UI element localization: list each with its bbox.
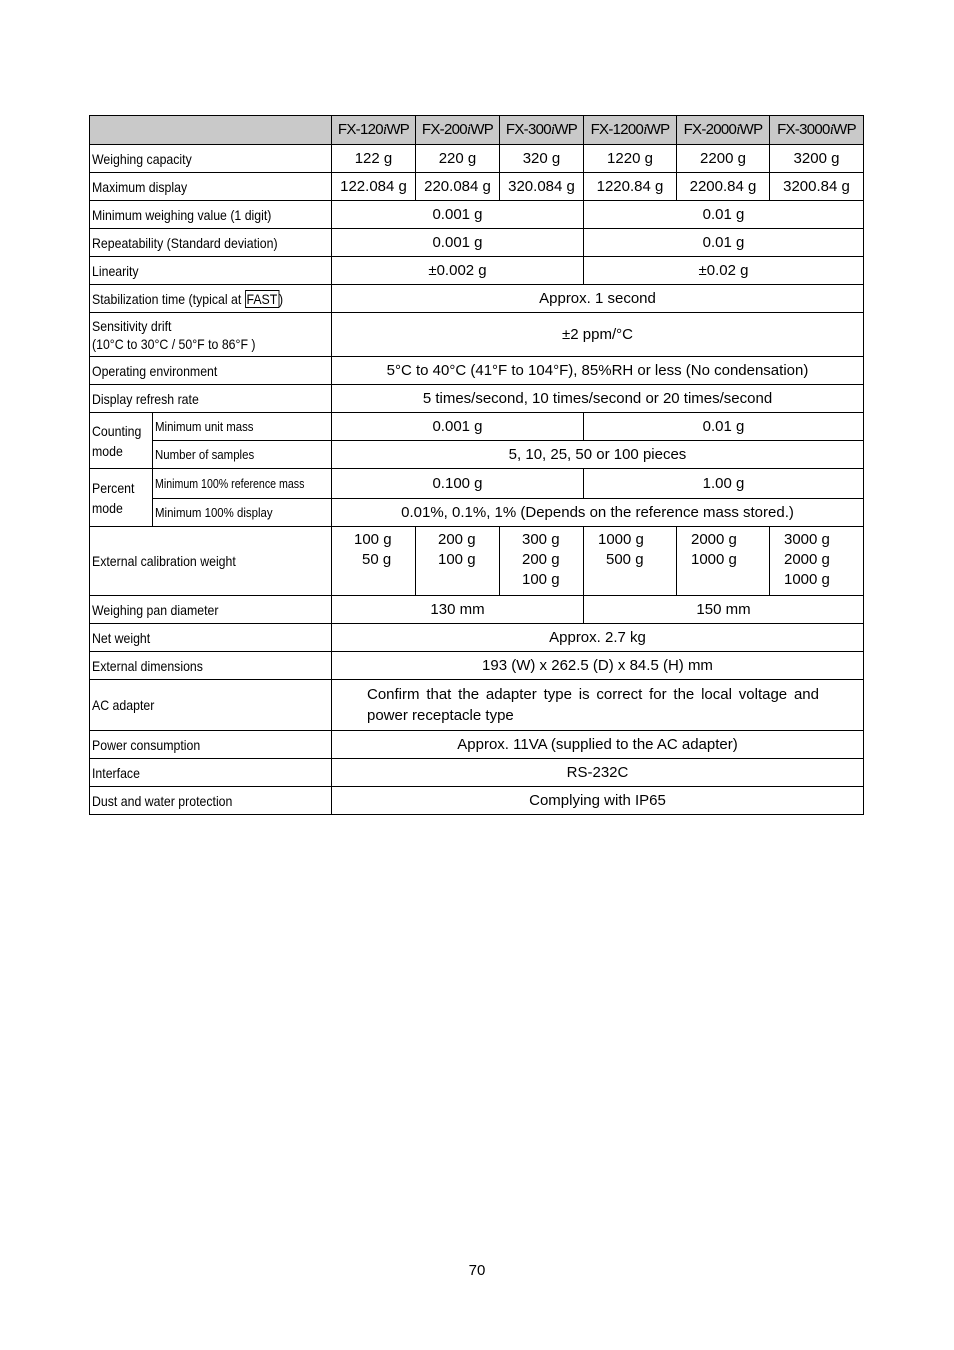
minimum-weighing-row (90, 201, 864, 229)
specifications-table (89, 115, 864, 815)
value-cell: 0.100 g (332, 469, 584, 499)
row-label: Operating environment (92, 362, 218, 379)
refresh-rate-row (90, 385, 864, 413)
row-label: Maximum display (92, 178, 188, 195)
row-label: Dust and water protection (92, 792, 233, 809)
value-cell: 5°C to 40°C (41°F to 104°F), 85%RH or less (No condensation) (332, 357, 864, 385)
row-label: Minimum 100% display (155, 505, 273, 520)
maximum-display-row (90, 173, 864, 201)
stabilization-row (90, 285, 864, 313)
linearity-row (90, 257, 864, 285)
value-cell: 193 (W) x 262.5 (D) x 84.5 (H) mm (332, 652, 864, 680)
row-label: Minimum 100% reference mass (155, 476, 305, 491)
dimensions-row (90, 652, 864, 680)
value-cell: 0.01%, 0.1%, 1% (Depends on the reference mass stored.) (332, 499, 864, 527)
row-label: Power consumption (92, 736, 201, 753)
header-row (90, 116, 864, 145)
percent-display-row (90, 499, 864, 527)
row-label: Sensitivity drift (92, 317, 172, 334)
net-weight-row (90, 624, 864, 652)
group-label: mode (92, 442, 123, 459)
row-label-detail: (10°C to 30°C / 50°F to 86°F ) (92, 335, 256, 352)
header-blank-cell (90, 116, 332, 145)
value-cell: 0.01 g (584, 229, 864, 257)
value-cell: 220.084 g (416, 173, 500, 201)
value-cell: Approx. 11VA (supplied to the AC adapter) (332, 731, 864, 759)
value-cell: 0.001 g (332, 413, 584, 441)
calibration-weight-row (90, 527, 864, 596)
value-cell: Approx. 2.7 kg (332, 624, 864, 652)
value-cell: 5, 10, 25, 50 or 100 pieces (332, 441, 864, 469)
value-cell: 122.084 g (332, 173, 416, 201)
value-cell: 1220 g (584, 145, 677, 173)
model-header: FX-300iWP (500, 116, 584, 145)
value-cell: Approx. 1 second (332, 285, 864, 313)
group-label: mode (92, 499, 123, 516)
row-label: Linearity (92, 262, 139, 279)
value-cell: 0.01 g (584, 201, 864, 229)
value-cell: 150 mm (584, 596, 864, 624)
page-number: 70 (468, 1262, 486, 1279)
row-label: Weighing pan diameter (92, 601, 219, 618)
value-cell: 3200 g (770, 145, 864, 173)
row-label: Minimum weighing value (1 digit) (92, 206, 272, 223)
weighing-capacity-row (90, 145, 864, 173)
value-cell: 2200 g (677, 145, 770, 173)
value-cell: 2000 g 1000 g (677, 527, 770, 596)
fast-key-label: FAST (246, 290, 278, 307)
row-label: Stabilization time (typical at FAST ) (92, 290, 284, 307)
row-label: Display refresh rate (92, 390, 199, 407)
value-cell: 0.001 g (332, 201, 584, 229)
value-cell: 0.001 g (332, 229, 584, 257)
pan-diameter-row (90, 596, 864, 624)
value-cell: 1000 g 500 g (584, 527, 677, 596)
value-cell: 5 times/second, 10 times/second or 20 times/second (332, 385, 864, 413)
row-label: External calibration weight (92, 553, 236, 569)
value-cell: 3000 g 2000 g 1000 g (770, 527, 864, 596)
value-cell: RS-232C (332, 759, 864, 787)
group-label: Counting (92, 422, 142, 439)
value-cell: 320 g (500, 145, 584, 173)
repeatability-row (90, 229, 864, 257)
value-cell: ±0.02 g (584, 257, 864, 285)
sensitivity-drift-row (90, 313, 864, 357)
interface-row (90, 759, 864, 787)
group-label: Percent (92, 479, 135, 496)
row-label: AC adapter (92, 697, 155, 713)
value-cell: Complying with IP65 (332, 787, 864, 815)
value-cell: 122 g (332, 145, 416, 173)
operating-environment-row (90, 357, 864, 385)
value-cell: 100 g 50 g (332, 527, 416, 596)
ac-adapter-row (90, 680, 864, 731)
value-cell: 2200.84 g (677, 173, 770, 201)
value-cell: 1220.84 g (584, 173, 677, 201)
value-cell: ±0.002 g (332, 257, 584, 285)
value-cell: Confirm that the adapter type is correct for the local voltage and power receptacle type (332, 680, 864, 731)
value-cell: 300 g 200 g 100 g (500, 527, 584, 596)
power-row (90, 731, 864, 759)
value-cell: 220 g (416, 145, 500, 173)
model-header: FX-3000iWP (770, 116, 864, 145)
value-cell: 0.01 g (584, 413, 864, 441)
row-label: Net weight (92, 629, 151, 646)
row-label: Number of samples (155, 447, 255, 462)
row-label: Weighing capacity (92, 150, 192, 167)
value-cell: 3200.84 g (770, 173, 864, 201)
protection-row (90, 787, 864, 815)
value-cell: 1.00 g (584, 469, 864, 499)
value-cell: 130 mm (332, 596, 584, 624)
model-header: FX-120iWP (332, 116, 416, 145)
value-cell: ±2 ppm/°C (332, 313, 864, 357)
row-label: Repeatability (Standard deviation) (92, 234, 278, 251)
value-cell: 200 g 100 g (416, 527, 500, 596)
row-label: External dimensions (92, 657, 203, 674)
counting-samples-row (90, 441, 864, 469)
model-header: FX-1200iWP (584, 116, 677, 145)
model-header: FX-2000iWP (677, 116, 770, 145)
model-header: FX-200iWP (416, 116, 500, 145)
percent-reference-row (90, 469, 864, 499)
row-label: Interface (92, 764, 140, 781)
counting-unit-row (90, 413, 864, 441)
row-label: Minimum unit mass (155, 419, 254, 434)
value-cell: 320.084 g (500, 173, 584, 201)
